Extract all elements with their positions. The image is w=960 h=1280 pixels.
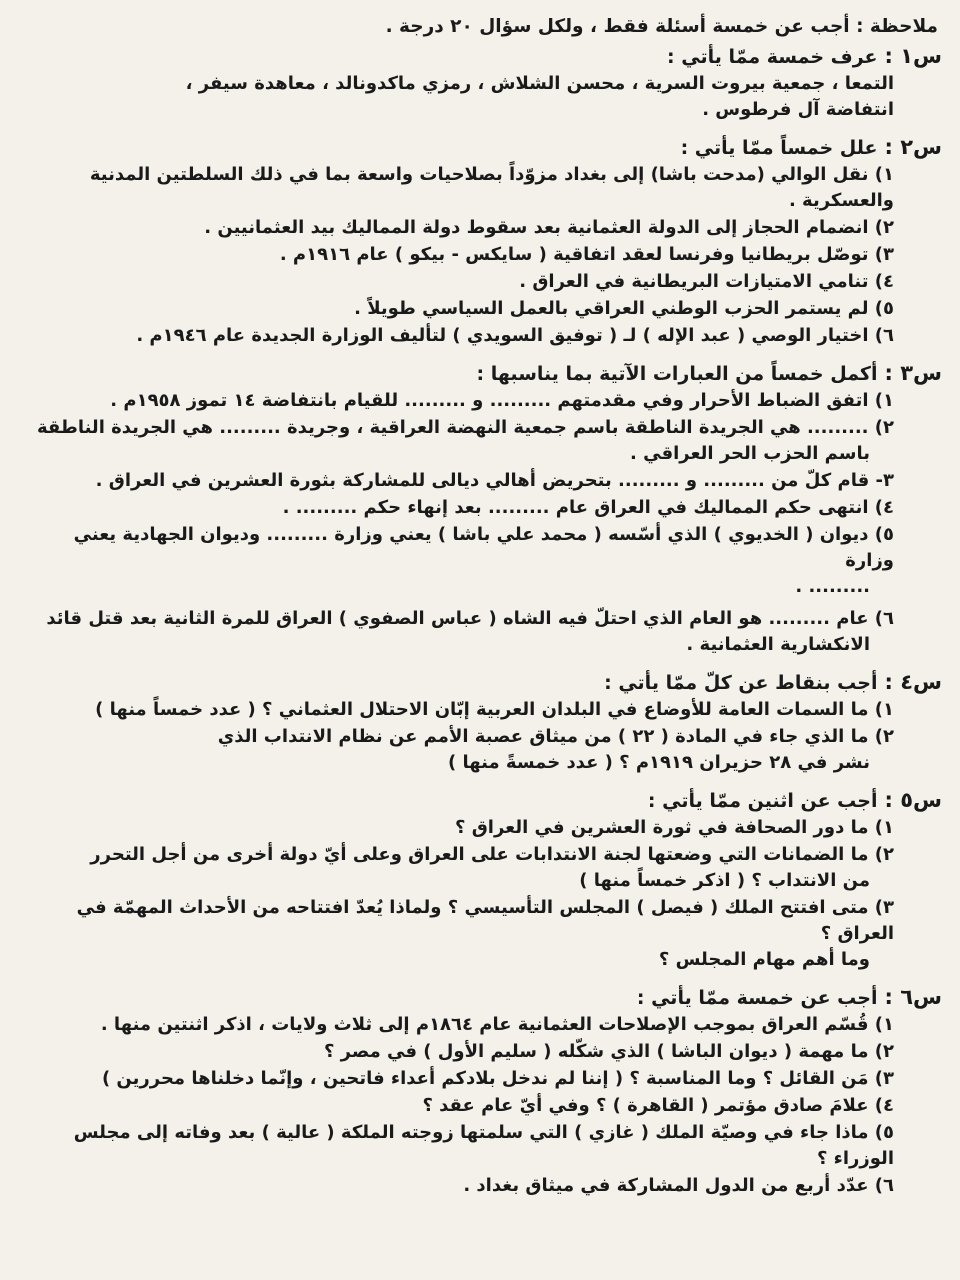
spacer: [22, 601, 894, 605]
question-6-number: س٦ :: [884, 985, 942, 1009]
question-3-item-5-line-2: ......... .: [795, 576, 870, 597]
question-6-title: أجب عن خمسة ممّا يأتي :: [636, 987, 878, 1009]
question-1-title: عرف خمسة ممّا يأتي :: [667, 46, 878, 68]
question-5-item-2-line-1: ٢) ما الضمانات التي وضعتها لجنة الانتدابات على العراق وعلى أيّ دولة أخرى من أجل التحرر: [90, 844, 894, 865]
question-5-item-1: ١) ما دور الصحافة في ثورة العشرين في العراق ؟: [455, 817, 894, 838]
question-5-item-3-line-2: وما أهم مهام المجلس ؟: [658, 949, 870, 970]
question-1: [22, 42, 942, 123]
question-4: [22, 668, 942, 776]
question-6-item-3: ٣) مَن القائل ؟ وما المناسبة ؟ ( إننا لم ندخل بلادكم أعداء فاتحين ، وإنّما دخلناها محررين ): [101, 1068, 894, 1089]
question-1-number: س١ :: [884, 44, 942, 68]
question-1-terms-line-1: التمعا ، جمعية بيروت السرية ، محسن الشلاش ، رمزي ماكدونالد ، معاهدة سيفر ،: [185, 73, 894, 94]
question-4-header: [22, 668, 942, 697]
question-2-header: [22, 133, 942, 162]
question-2-item-6: ٦) اختيار الوصي ( عبد الإله ) لـ ( توفيق السويدي ) لتأليف الوزارة الجديدة عام ١٩٤٦م .: [136, 325, 894, 346]
question-5-item-3: [22, 895, 894, 973]
question-3-item-2: [22, 415, 894, 467]
question-3-item-6-line-1: ٦) عام ......... هو العام الذي احتلّ فيه الشاه ( عباس الصفوي ) العراق للمرة الثانية بعد قتل قائد: [46, 608, 894, 629]
question-3: [22, 359, 942, 658]
question-6-item-6: ٦) عدّد أربع من الدول المشاركة في ميثاق بغداد .: [463, 1175, 894, 1196]
question-2-number: س٢ :: [884, 135, 942, 159]
question-1-header: [22, 42, 942, 71]
question-5-item-3-line-1: ٣) متى افتتح الملك ( فيصل ) المجلس التأسيسي ؟ ولماذا يُعدّ افتتاحه من الأحداث المهمّة في العراق ؟: [76, 897, 894, 944]
question-3-item-4: ٤) انتهى حكم المماليك في العراق عام ......... بعد إنهاء حكم ......... .: [282, 497, 894, 518]
question-5: [22, 786, 942, 973]
question-2-item-1: ١) نقل الوالي (مدحت باشا) إلى بغداد مزوّداً بصلاحيات واسعة بما في ذلك السلطتين المدنية والعسكرية .: [89, 164, 894, 211]
question-3-item-5-line-1: ٥) ديوان ( الخديوي ) الذي أسّسه ( محمد علي باشا ) يعني وزارة ......... وديوان الجهادية يعني وزارة: [73, 524, 894, 571]
question-3-title: أكمل خمساً من العبارات الآتية بما يناسبها :: [476, 363, 878, 385]
question-2-item-5: ٥) لم يستمر الحزب الوطني العراقي بالعمل السياسي طويلاً .: [354, 298, 894, 319]
question-4-items: [22, 697, 942, 776]
question-6-item-4: ٤) علامَ صادق مؤتمر ( القاهرة ) ؟ وفي أيّ عام عقد ؟: [422, 1095, 894, 1116]
question-3-item-6-line-2: الانكشارية العثمانية .: [686, 634, 870, 655]
question-3-item-1: ١) اتفق الضباط الأحرار وفي مقدمتهم ......... و ......... للقيام بانتفاضة ١٤ تموز ١٩٥٨م .: [110, 390, 894, 411]
question-4-title: أجب بنقاط عن كلّ ممّا يأتي :: [604, 672, 878, 694]
question-4-item-2-line-1: ٢) ما الذي جاء في المادة ( ٢٢ ) من ميثاق عصبة الأمم عن نظام الانتداب الذي: [217, 726, 894, 747]
question-5-item-2-line-2: من الانتداب ؟ ( اذكر خمساً منها ): [579, 870, 870, 891]
question-2: [22, 133, 942, 349]
question-3-item-6: [22, 606, 894, 658]
exam-note: ملاحظة : أجب عن خمسة أسئلة فقط ، ولكل سؤال ٢٠ درجة .: [385, 16, 938, 37]
question-6-item-2: ٢) ما مهمة ( ديوان الباشا ) الذي شكّله ( سليم الأول ) في مصر ؟: [323, 1041, 894, 1062]
question-5-header: [22, 786, 942, 815]
question-5-item-2: [22, 842, 894, 894]
question-5-number: س٥ :: [884, 788, 942, 812]
question-6-header: [22, 983, 942, 1012]
question-6: [22, 983, 942, 1199]
question-4-item-1: ١) ما السمات العامة للأوضاع في البلدان العربية إبّان الاحتلال العثماني ؟ ( عدد خمساً منها ): [95, 699, 894, 720]
question-6-item-5: ٥) ماذا جاء في وصيّة الملك ( غازي ) التي سلمتها زوجته الملكة ( عالية ) بعد وفاته إلى مجلس الوزراء ؟: [73, 1122, 894, 1169]
question-3-item-5: [22, 522, 894, 600]
question-2-items: [22, 162, 942, 349]
question-2-item-2: ٢) انضمام الحجاز إلى الدولة العثمانية بعد سقوط دولة المماليك بيد العثمانيين .: [204, 217, 894, 238]
question-4-number: س٤ :: [884, 670, 942, 694]
question-3-header: [22, 359, 942, 388]
question-3-items: [22, 388, 942, 658]
question-2-item-3: ٣) توصّل بريطانيا وفرنسا لعقد اتفاقية ( سايكس - بيكو ) عام ١٩١٦م .: [279, 244, 894, 265]
question-1-terms: [22, 71, 942, 123]
question-4-item-2-line-2: نشر في ٢٨ حزيران ١٩١٩م ؟ ( عدد خمسةً منها ): [448, 752, 870, 773]
question-1-terms-line-2: انتفاضة آل فرطوس .: [702, 99, 894, 120]
question-6-items: [22, 1012, 942, 1199]
question-4-item-2: [22, 724, 894, 776]
question-2-item-4: ٤) تنامي الامتيازات البريطانية في العراق .: [519, 271, 894, 292]
question-2-title: علل خمساً ممّا يأتي :: [680, 137, 878, 159]
question-6-item-1: ١) قُسّم العراق بموجب الإصلاحات العثمانية عام ١٨٦٤م إلى ثلاث ولايات ، اذكر اثنتين منها .: [100, 1014, 894, 1035]
question-3-item-2-line-2: باسم الحزب الحر العراقي .: [630, 443, 870, 464]
question-3-number: س٣ :: [884, 361, 942, 385]
question-3-item-3: ٣- قام كلّ من ......... و ......... بتحريض أهالي ديالى للمشاركة بثورة العشرين في العراق .: [95, 470, 894, 491]
question-3-item-2-line-1: ٢) ......... هي الجريدة الناطقة باسم جمعية النهضة العراقية ، وجريدة ......... هي الجريدة الناطقة: [37, 417, 894, 438]
question-5-items: [22, 815, 942, 973]
question-5-title: أجب عن اثنين ممّا يأتي :: [647, 790, 878, 812]
